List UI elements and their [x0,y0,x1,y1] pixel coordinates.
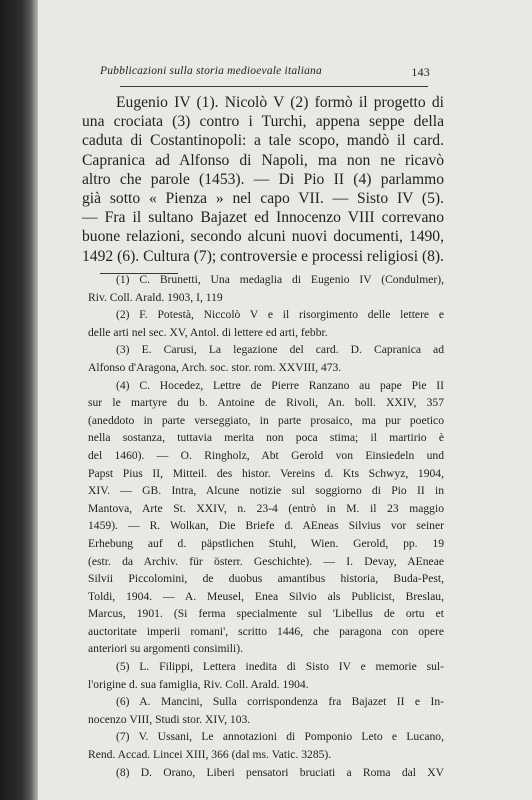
header-rule [120,86,428,87]
body-line: altro che parole (1453). — Di Pio II (4) parlammo [82,170,444,188]
footnote-line: nella sostanza, tuttavia merita non poca stima; il martirio è [88,431,444,445]
footnote-line: (estr. da Archiv. für österr. Geschichte). — I. Devay, AEneae [88,554,444,568]
footnote-line: (1) C. Brunetti, Una medaglia di Eugenio IV (Condulmer), [116,273,444,286]
page-number: 143 [411,65,430,79]
body-line: già sotto « Pienza » nel capo VII. — Sisto IV (5). [82,190,444,208]
footnote-line: del 1460). — O. Ringholz, Abt Gerold von Einsiedeln und [88,448,444,462]
footnote-line: (4) C. Hocedez, Lettre de Pierre Ranzano au pape Pie II [116,378,444,392]
body-line: una crociata (3) contro i Turchi, appena seppe della [82,113,444,131]
body-line: Capranica ad Alfonso di Napoli, ma non ne ricavò [82,151,444,169]
footnote-line: sur le martyre du b. Antoine de Rivoli, An. boll. XXIV, 357 [88,396,444,410]
footnote-line: Alfonso d'Aragona, Arch. soc. stor. rom. XXVIII, 473. [88,360,342,374]
body-line: Eugenio IV (1). Nicolò V (2) formò il progetto di [116,94,444,111]
footnotes [88,271,444,781]
footnote-line: delle arti nel sec. XV, Antol. di lettere ed arti, febbr. [88,325,328,339]
body-line: 1492 (6). Cultura (7); controversie e processi religiosi (8). [82,247,445,265]
footnote-line: l'origine d. sua famiglia, Riv. Coll. Arald. 1904. [88,677,309,691]
footnote-line: XIV. — GB. Intra, Alcune notizie sul soggiorno di Pio II in [88,484,444,498]
footnote-line: (8) D. Orano, Liberi pensatori bruciati a Roma dal XV [116,765,444,779]
footnote-line: (2) F. Potestà, Niccolò V e il risorgimento delle lettere e [116,308,444,322]
footnote-line: Erhebung auf d. päpstlichen Stuhl, Wien. Gerold, pp. 19 [88,536,444,550]
footnote-line: Papst Pius II, Mitteil. des histor. Vereins d. Kts Schwyz, 1904, [88,466,444,480]
footnote-line: auctoritate imperii romani', scritto 1446, che paragona con opere [88,624,444,638]
running-header [100,65,430,77]
footnote-line: (5) L. Filippi, Lettera inedita di Sisto IV e memorie sul- [116,660,444,674]
body-line: caduta di Costantinopoli: a tale scopo, mandò il card. [82,132,444,150]
footnote-line: Riv. Coll. Arald. 1903, I, 119 [88,290,223,304]
footnote-line: Rend. Accad. Lincei XIII, 366 (dal ms. Vatic. 3285). [88,748,332,762]
footnote-line: Mantova, Arte St. XXIV, n. 23-4 (entrò in M. il 23 maggio [88,501,444,515]
footnote-line: Toldi, 1904. — A. Meusel, Enea Silvio als Publicist, Breslau, [88,589,444,603]
body-line: — Fra il sultano Bajazet ed Innocenzo VIII correvano [82,209,444,227]
footnote-line: nocenzo VIII, Studi stor. XIV, 103. [88,712,251,726]
body-text [82,93,444,266]
footnote-line: 1459). — R. Wolkan, Die Briefe d. AEneas Silvius vor seiner [88,519,444,533]
footnote-line: Silvii Piccolomini, de duobus amantibus historia, Buda-Pest, [88,572,444,586]
footnote-line: (7) V. Ussani, Le annotazioni di Pomponio Leto e Lucano, [116,730,444,744]
footnote-line: Marcus, 1901. (Si ferma specialmente sul 'Libellus de ortu et [88,607,444,621]
body-line: buone relazioni, secondo alcuni nuovi documenti, 1490, [82,228,444,246]
running-title: Pubblicazioni sulla storia medioevale italiana [100,65,322,77]
footnote-line: (6) A. Mancini, Sulla corrispondenza fra Bajazet II e In- [116,695,444,709]
footnote-line: anteriori su argomenti consimili). [88,642,243,656]
footnote-line: (3) E. Carusi, La legazione del card. D. Capranica ad [116,343,444,357]
footnote-line: (aneddoto in parte verseggiato, in parte prosaico, ma pur poetico [88,413,444,427]
binding-shadow [0,0,38,800]
